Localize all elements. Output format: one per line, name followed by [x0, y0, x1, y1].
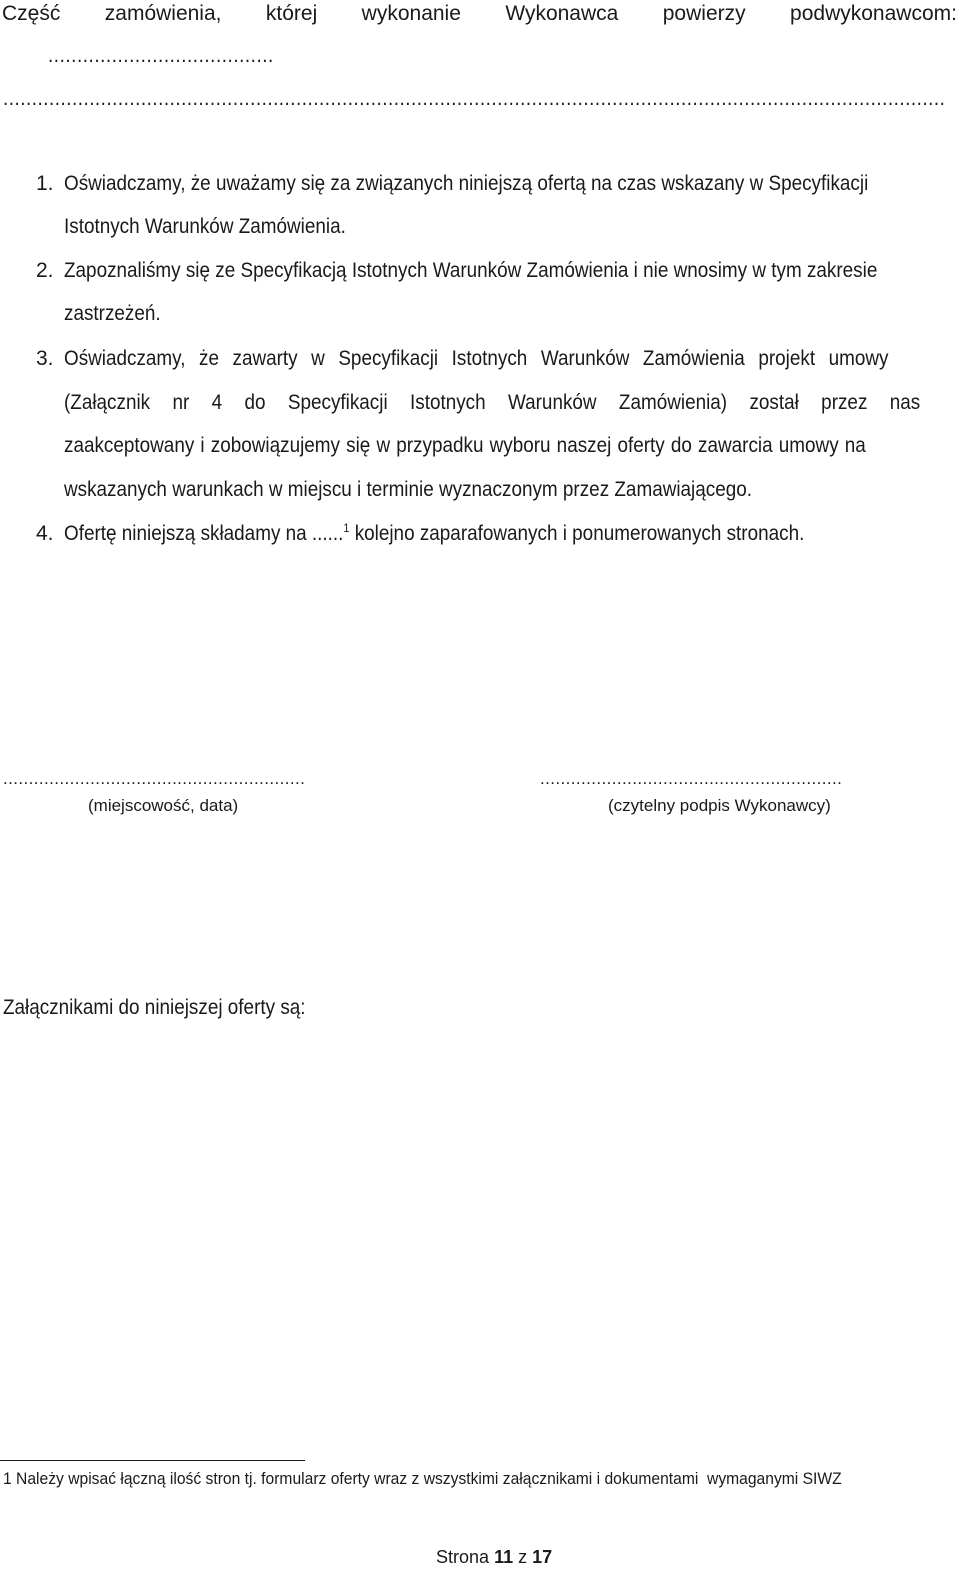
statement-text-after: kolejno zaparafowanych i ponumerowanych stronach. — [349, 522, 805, 545]
signature-label: (czytelny podpis Wykonawcy) — [608, 796, 831, 815]
statement-number: 3. — [36, 347, 54, 370]
footnote-reference: 1 — [343, 521, 350, 535]
subcontract-word: której — [265, 2, 318, 25]
statement-line: Oświadczamy, że uważamy się za związanych niniejszą ofertą na czas wskazany w Specyfikacji — [64, 172, 869, 195]
statement-number: 2. — [36, 259, 54, 282]
subcontract-dots-2: .................................................................................................................................................................... — [3, 87, 946, 110]
footnote — [3, 1467, 842, 1491]
page-separator: z — [513, 1547, 533, 1567]
statement-line: zastrzeżeń. — [64, 302, 161, 325]
footnote-separator — [0, 1460, 305, 1461]
statement-line: zaakceptowany i zobowiązujemy się w przypadku wyboru naszej oferty do zawarcia umowy na — [64, 434, 866, 457]
footnote-marker: 1 — [3, 1469, 12, 1488]
subcontract-word: Część — [2, 2, 61, 25]
statement-line: Zapoznaliśmy się ze Specyfikacją Istotnych Warunków Zamówienia i nie wnosimy w tym zakresie — [64, 259, 878, 282]
page-total: 17 — [532, 1547, 553, 1567]
statement-line — [64, 345, 957, 373]
page-prefix: Strona — [436, 1547, 495, 1567]
attachments-heading: Załącznikami do niniejszej oferty są: — [3, 996, 306, 1019]
subcontract-word: Wykonawca — [505, 2, 619, 25]
place-date-label: (miejscowość, data) — [88, 796, 239, 815]
subcontract-dots-1: ....................................... — [48, 44, 274, 67]
page-current: 11 — [494, 1547, 514, 1567]
signature-dots: ........................................................... — [540, 769, 843, 788]
statement-line-text: Oświadczamy, że zawarty w Specyfikacji Istotnych Warunków Zamówienia projekt umowy — [64, 347, 889, 370]
page-number — [426, 1521, 552, 1569]
place-date-dots: ........................................................... — [3, 769, 306, 788]
statement-number: 4. — [36, 522, 54, 545]
statement-number: 1. — [36, 172, 54, 195]
statement-text-before: Ofertę niniejszą składamy na ...... — [64, 522, 344, 545]
footnote-text: Należy wpisać łączną ilość stron tj. formularz oferty wraz z wszystkimi załącznikami i dokumentami wymaganymi SIWZ — [11, 1469, 842, 1488]
subcontract-word: wykonanie — [361, 2, 461, 25]
statement-line: Istotnych Warunków Zamówienia. — [64, 215, 346, 238]
subcontract-line — [2, 0, 957, 28]
subcontract-word: podwykonawcom: — [790, 2, 957, 25]
statement-line: (Załącznik nr 4 do Specyfikacji Istotnych Warunków Zamówienia) został przez nas — [64, 391, 921, 414]
statement-line — [64, 520, 804, 548]
subcontract-word: zamówienia, — [104, 2, 222, 25]
statement-line: wskazanych warunkach w miejscu i terminie wyznaczonym przez Zamawiającego. — [64, 478, 753, 501]
subcontract-word: powierzy — [662, 2, 746, 25]
